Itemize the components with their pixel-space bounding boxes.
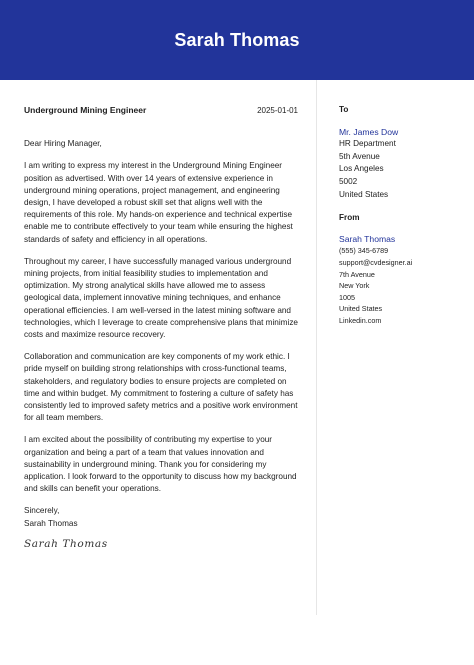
sender-name: Sarah Thomas — [339, 233, 396, 244]
recipient-city: Los Angeles — [339, 164, 384, 174]
sender-postal-code: 1005 — [339, 292, 355, 302]
recipient-name: Mr. James Dow — [339, 126, 399, 137]
letter-topline — [24, 104, 298, 117]
header-banner — [0, 0, 474, 80]
sender-email: support@cvdesigner.ai — [339, 257, 413, 267]
sidebar — [339, 104, 464, 327]
paragraph-4: I am excited about the possibility of contributing my expertise to your organization and being a part of a team that values innovation and sustainability in underground mining. Thank you for considering my application. I look forward to the opportunity to discuss how my background and skills can benefit your operations. — [24, 435, 297, 494]
job-title: Underground Mining Engineer — [24, 105, 147, 115]
recipient-country: United States — [339, 189, 389, 199]
paragraph-3: Collaboration and communication are key components of my work ethic. I pride myself on building strong relationships with cross-functional teams, stakeholders, and regulatory bodies to ensure projects are completed on time and within budget. My commitment to fostering a culture of safety has consistently led to improved safety metrics and a positive work environment for all team members. — [24, 352, 298, 423]
column-divider — [316, 80, 317, 615]
closing-name: Sarah Thomas — [24, 518, 78, 528]
from-heading: From — [339, 213, 360, 223]
applicant-name: Sarah Thomas — [174, 29, 300, 50]
letter-body — [24, 104, 298, 550]
paragraph-1: I am writing to express my interest in the Underground Mining Engineer position as advertised. With over 14 years of extensive experience in underground mining operations, project management, and engineering design, I have developed a robust skill set that aligns well with the requirements of this role. My hands-on experience and technical expertise enable me to contribute effectively to your team while ensuring the highest standards of safety and efficiency in all operations. — [24, 161, 293, 244]
recipient-street: 5th Avenue — [339, 151, 380, 161]
paragraph-2: Throughout my career, I have successfully managed various underground mining projects, from initial feasibility studies to implementation and optimization. My strong analytical skills have allowed me to assess geological data, implement innovative mining techniques, and enhance operational efficiencies. I am well-versed in the latest mining software and technologies, which I leverage to create comprehensive plans that minimize costs and maximize resource recovery. — [24, 256, 298, 340]
signature: Sarah Thomas — [24, 537, 108, 550]
recipient-postal-code: 5002 — [339, 176, 358, 186]
closing: Sincerely, — [24, 506, 60, 516]
recipient-department: HR Department — [339, 139, 396, 149]
sender-city: New York — [339, 281, 370, 291]
sender-linkedin: Linkedin.com — [339, 315, 382, 325]
sender-phone: (555) 345-6789 — [339, 246, 389, 256]
letter-date: 2025-01-01 — [257, 106, 298, 115]
sender-country: United States — [339, 304, 383, 314]
sender-street: 7th Avenue — [339, 269, 375, 279]
to-heading: To — [339, 105, 349, 114]
salutation: Dear Hiring Manager, — [24, 139, 102, 149]
